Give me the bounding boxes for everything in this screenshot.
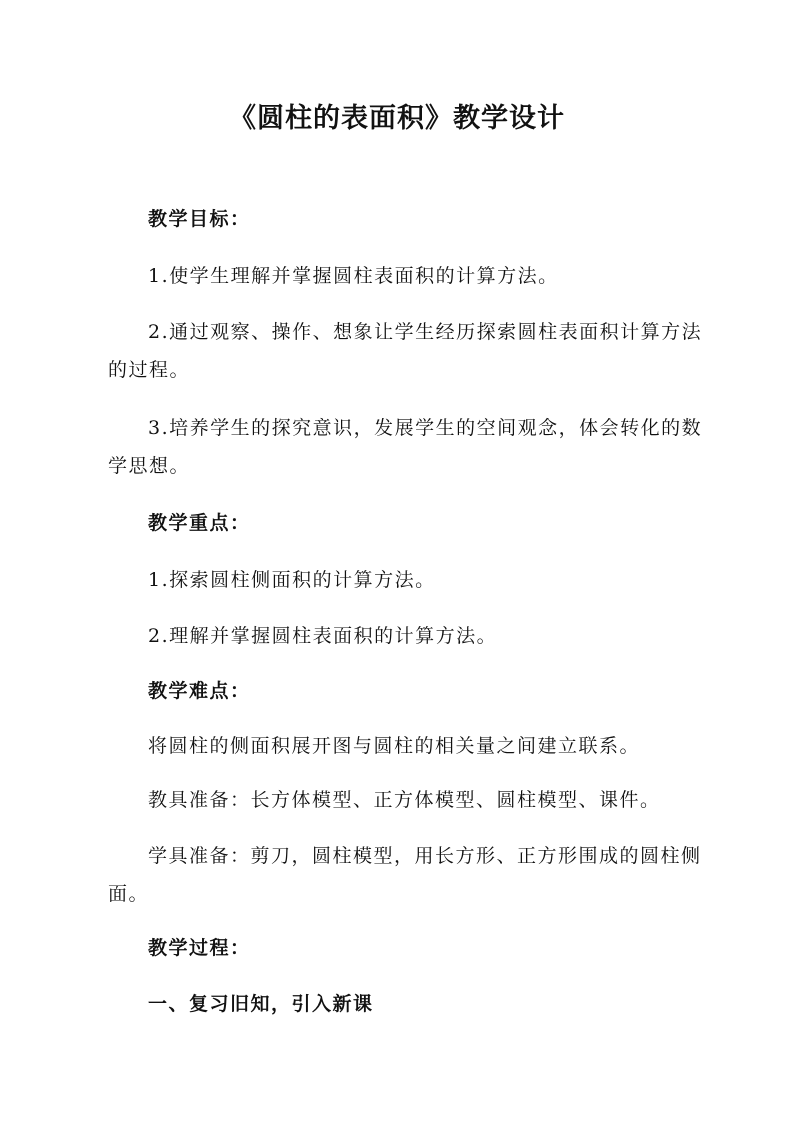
objective-1: 1.使学生理解并掌握圆柱表面积的计算方法。 <box>148 265 559 287</box>
student-tools: 学具准备：剪刀，圆柱模型，用长方形、正方形围成的圆柱侧面。 <box>108 845 702 905</box>
key-point-2: 2.理解并掌握圆柱表面积的计算方法。 <box>148 625 498 647</box>
objective-2: 2.通过观察、操作、想象让学生经历探索圆柱表面积计算方法的过程。 <box>108 321 703 381</box>
difficulties-heading: 教学难点： <box>148 680 251 702</box>
process-heading: 教学过程： <box>148 937 251 959</box>
key-points-heading: 教学重点： <box>148 512 251 534</box>
objective-3: 3.培养学生的探究意识，发展学生的空间观念，体会转化的数学思想。 <box>108 417 703 477</box>
document-title: 《圆柱的表面积》教学设计 <box>229 103 565 134</box>
objectives-heading: 教学目标： <box>148 208 251 230</box>
difficulty-text: 将圆柱的侧面积展开图与圆柱的相关量之间建立联系。 <box>148 735 641 757</box>
key-point-1: 1.探索圆柱侧面积的计算方法。 <box>148 569 436 591</box>
teacher-tools: 教具准备：长方体模型、正方体模型、圆柱模型、课件。 <box>148 789 661 811</box>
section-1-heading: 一、复习旧知，引入新课 <box>148 993 374 1015</box>
